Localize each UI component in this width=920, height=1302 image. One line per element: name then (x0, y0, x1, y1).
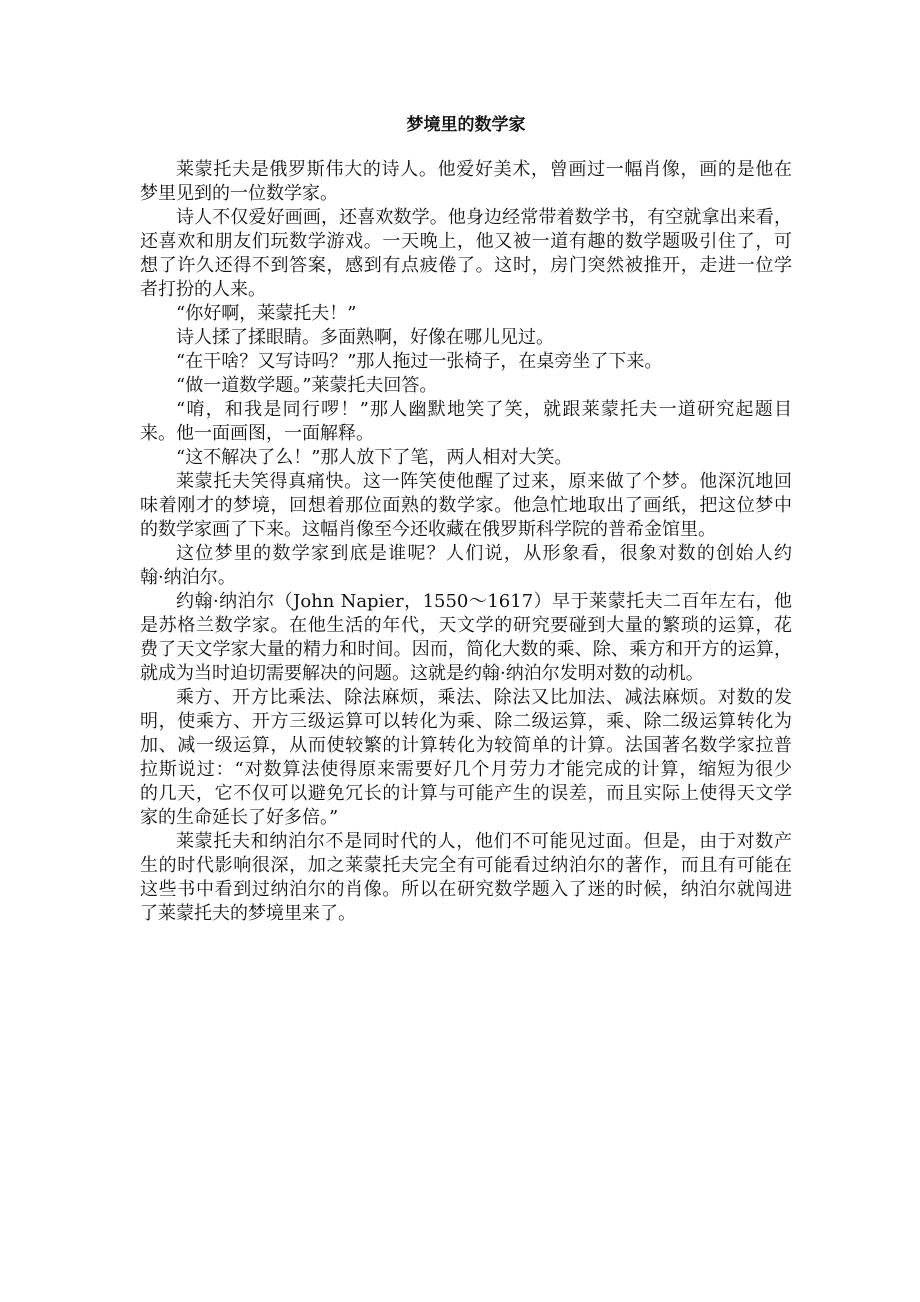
paragraph (140, 590, 792, 686)
paragraph (140, 446, 792, 470)
text-line: 费了天文学家大量的精力和时间。因而，简化大数的乘、除、乘方和开方的运算， (140, 639, 792, 660)
text-line: 这些书中看到过纳泊尔的肖像。所以在研究数学题入了迷的时候，纳泊尔就闯进 (140, 879, 792, 900)
text-line: 拉斯说过：“对数算法使得原来需要好几个月劳力才能完成的计算，缩短为很少 (140, 759, 792, 780)
document-page (140, 112, 792, 926)
text-line: “这不解决了么！”那人放下了笔，两人相对大笑。 (176, 447, 573, 468)
text-line: 是苏格兰数学家。在他生活的年代，天文学的研究要碰到大量的繁琐的运算，花 (140, 615, 792, 636)
text-line: 者打扮的人来。 (140, 279, 266, 300)
paragraph (140, 398, 792, 446)
text-line: 莱蒙托夫和纳泊尔不是同时代的人，他们不可能见过面。但是，由于对数产 (176, 831, 792, 852)
text-line: 家的生命延长了好多倍。” (140, 807, 339, 828)
paragraph (140, 470, 792, 542)
text-line: 莱蒙托夫是俄罗斯伟大的诗人。他爱好美术，曾画过一幅肖像，画的是他在 (176, 159, 792, 180)
paragraph (140, 326, 792, 350)
paragraph (140, 350, 792, 374)
text-line: 诗人揉了揉眼睛。多面熟啊，好像在哪儿见过。 (176, 327, 554, 348)
text-line: “做一道数学题。”莱蒙托夫回答。 (176, 375, 438, 396)
text-line: 诗人不仅爱好画画，还喜欢数学。他身边经常带着数学书，有空就拿出来看， (176, 207, 792, 228)
document-body (140, 158, 792, 926)
paragraph (140, 374, 792, 398)
text-line: 明，使乘方、开方三级运算可以转化为乘、除二级运算，乘、除二级运算转化为 (140, 711, 792, 732)
text-line: 梦里见到的一位数学家。 (140, 183, 338, 204)
text-line: 味着刚才的梦境，回想着那位面熟的数学家。他急忙地取出了画纸，把这位梦中 (140, 495, 792, 516)
text-line: 就成为当时迫切需要解决的问题。这就是约翰·纳泊尔发明对数的动机。 (140, 663, 704, 684)
text-line: 想了许久还得不到答案，感到有点疲倦了。这时，房门突然被推开，走进一位学 (140, 255, 792, 276)
text-line: 莱蒙托夫笑得真痛快。这一阵笑使他醒了过来，原来做了个梦。他深沉地回 (176, 471, 792, 492)
document-title: 梦境里的数学家 (406, 115, 526, 135)
text-line: “唷，和我是同行啰！”那人幽默地笑了笑，就跟莱蒙托夫一道研究起题目 (176, 399, 792, 420)
text-line: 这位梦里的数学家到底是谁呢？人们说，从形象看，很象对数的创始人约 (176, 543, 792, 564)
paragraph (140, 830, 792, 926)
text-line: 乘方、开方比乘法、除法麻烦，乘法、除法又比加法、减法麻烦。对数的发 (176, 687, 792, 708)
text-line: 来。他一面画图，一面解释。 (140, 423, 374, 444)
text-line: 的数学家画了下来。这幅肖像至今还收藏在俄罗斯科学院的普希金馆里。 (140, 519, 716, 540)
text-line: 加、减一级运算，从而使较繁的计算转化为较简单的计算。法国著名数学家拉普 (140, 735, 792, 756)
paragraph (140, 542, 792, 590)
paragraph (140, 158, 792, 206)
text-line: “你好啊，莱蒙托夫！” (176, 303, 357, 324)
text-line: 生的时代影响很深，加之莱蒙托夫完全有可能看过纳泊尔的著作，而且有可能在 (140, 855, 792, 876)
paragraph (140, 302, 792, 326)
text-line: 的几天，它不仅可以避免冗长的计算与可能产生的误差，而且实际上使得天文学 (140, 783, 792, 804)
text-line: “在干啥？又写诗吗？”那人拖过一张椅子，在桌旁坐了下来。 (176, 351, 663, 372)
text-line: 了莱蒙托夫的梦境里来了。 (140, 903, 356, 924)
text-line: 翰·纳泊尔。 (140, 567, 236, 588)
paragraph (140, 686, 792, 830)
paragraph (140, 206, 792, 302)
text-line: 约翰·纳泊尔（John Napier，1550～1617）早于莱蒙托夫二百年左右，他 (176, 591, 792, 612)
text-line: 还喜欢和朋友们玩数学游戏。一天晚上，他又被一道有趣的数学题吸引住了，可 (140, 231, 792, 252)
